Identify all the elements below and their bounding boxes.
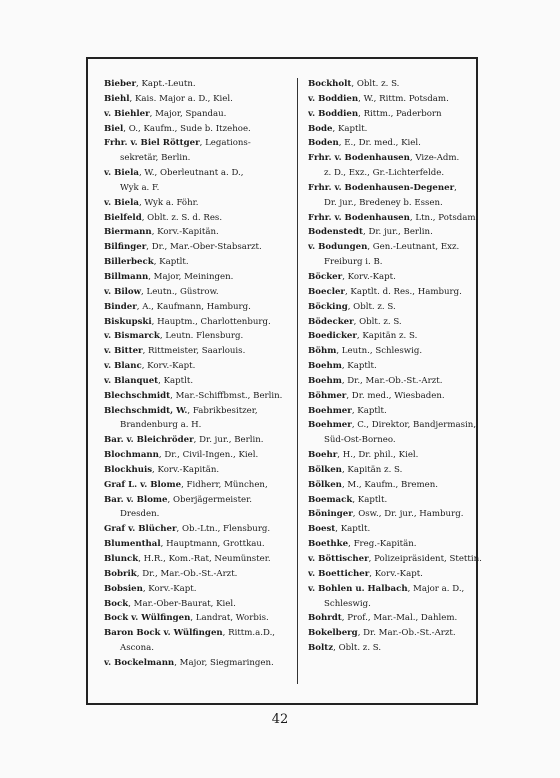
entry-details: Dr. jur., Bredeney b. Essen. <box>324 197 443 208</box>
entry-details: , Korv.-Kapitän. <box>151 227 219 238</box>
list-item <box>308 507 484 522</box>
entry-details: , Hauptm., Charlottenburg. <box>151 316 271 327</box>
entry-details: , Mar.-Ober-Baurat, Kiel. <box>128 598 236 609</box>
entry-details: , Rittmeister, Saarlouis. <box>142 346 246 357</box>
entry-details: , Vize-Adm. <box>409 153 460 164</box>
entry-name: Billmann <box>104 271 149 282</box>
entry-details: , Oberjägermeister. <box>167 494 253 505</box>
entry-name: Boedicker <box>308 331 357 342</box>
entry-details: , Kaptlt. <box>341 361 377 372</box>
entry-details: , Fidherr, München, <box>181 479 268 490</box>
entry-details: , Oblt. z. S. <box>353 316 402 327</box>
entry-details: , O., Kaufm., Sude b. Itzehoe. <box>123 123 251 134</box>
list-item <box>308 151 484 166</box>
list-item <box>104 225 304 240</box>
list-item <box>308 582 484 597</box>
entry-name: Frhr. v. Bodenhausen <box>308 212 410 223</box>
entry-details: , Leutn. Flensburg. <box>159 331 244 342</box>
entry-details: , Ob.-Ltn., Flensburg. <box>176 524 271 535</box>
entry-name: v. Biehler <box>104 108 150 119</box>
list-item <box>104 567 304 582</box>
list-item <box>104 463 304 478</box>
entry-details: , Major, Spandau. <box>149 108 227 119</box>
entry-name: Böninger <box>308 509 353 520</box>
entry-name: Bödecker <box>308 316 354 327</box>
list-item <box>104 181 304 196</box>
list-item <box>308 77 484 92</box>
page-number: 42 <box>271 712 289 727</box>
list-item <box>308 196 484 211</box>
list-item <box>308 567 484 582</box>
entry-details: , Gen.-Leutnant, Exz. <box>367 242 460 253</box>
list-item <box>308 404 484 419</box>
entry-details: , Major a. D., <box>407 583 465 594</box>
list-item <box>308 374 484 389</box>
list-item <box>104 211 304 226</box>
list-item <box>308 166 484 181</box>
list-item <box>308 552 484 567</box>
right-column <box>308 77 484 656</box>
entry-name: Bockholt <box>308 79 352 89</box>
list-item <box>104 300 304 315</box>
entry-details: , W., Rittm. Potsdam. <box>358 93 449 104</box>
entry-details: , Kaptlt. <box>158 375 194 386</box>
entry-details: , <box>454 182 457 193</box>
list-item <box>104 522 304 537</box>
list-item <box>308 315 484 330</box>
list-item <box>104 374 304 389</box>
entry-details: , Rittm.a.D., <box>222 628 276 639</box>
entry-details: , Osw., Dr. jur., Hamburg. <box>352 509 464 520</box>
list-item <box>104 611 304 626</box>
list-item <box>104 344 304 359</box>
entry-name: Blochmann <box>104 450 159 461</box>
list-item <box>308 285 484 300</box>
entry-name: Boehmer <box>308 405 352 416</box>
list-item <box>308 344 484 359</box>
list-item <box>308 211 484 226</box>
list-item <box>308 522 484 537</box>
entry-details: , Polizeipräsident, Stettin. <box>368 554 482 564</box>
entry-name: Boehm <box>308 375 342 386</box>
list-item <box>308 359 484 374</box>
list-item <box>308 448 484 463</box>
entry-details: Wyk a. F. <box>120 182 160 193</box>
entry-details: , Oblt. z. S. <box>333 643 382 654</box>
entry-name: Blechschmidt <box>104 390 171 401</box>
list-item <box>104 122 304 137</box>
entry-name: Böhmer <box>308 390 347 401</box>
entry-name: Frhr. v. Bodenhausen-Degener <box>308 182 455 193</box>
entry-name: v. Blanc <box>104 361 142 372</box>
list-item <box>308 181 484 196</box>
entry-details: , Dr. Mar.-Ob.-St.-Arzt. <box>357 628 456 639</box>
list-item <box>104 389 304 404</box>
list-item <box>308 389 484 404</box>
entry-name: Boecler <box>308 286 345 297</box>
entry-details: Süd-Ost-Borneo. <box>324 435 396 446</box>
entry-name: Graf L. v. Blome <box>104 479 182 490</box>
list-item <box>308 597 484 612</box>
entry-name: v. Bismarck <box>104 331 160 342</box>
entry-details: Dresden. <box>120 509 160 520</box>
entry-name: Bodenstedt <box>308 227 363 238</box>
entry-details: , C., Direktor, Bandjermasin, <box>351 420 477 431</box>
entry-details: sekretär, Berlin. <box>120 153 191 164</box>
entry-details: , W., Oberleutnant a. D., <box>138 168 244 179</box>
entry-name: Bohrdt <box>308 613 342 624</box>
entry-details: , Kaptlt. <box>351 405 387 416</box>
entry-name: Biehl <box>104 93 130 104</box>
entry-name: v. Boddien <box>308 93 359 104</box>
entry-details: , Dr. med., Wiesbaden. <box>346 390 445 401</box>
entry-details: , E., Dr. med., Kiel. <box>338 138 421 149</box>
entry-details: , M., Kaufm., Bremen. <box>341 479 439 490</box>
entry-name: Bokelberg <box>308 628 358 639</box>
list-item <box>308 255 484 270</box>
entry-name: Bobrik <box>104 568 137 579</box>
entry-name: v. Bohlen u. Halbach <box>308 583 408 594</box>
entry-name: Boehr <box>308 450 338 461</box>
list-item <box>104 537 304 552</box>
list-item <box>104 92 304 107</box>
entry-details: , Rittm., Paderborn <box>358 108 442 119</box>
list-item <box>308 463 484 478</box>
list-item <box>308 611 484 626</box>
entry-details: , Korv.-Kapt. <box>142 583 197 594</box>
list-item <box>104 507 304 522</box>
entry-name: Boden <box>308 138 339 149</box>
entry-details: , Dr. jur., Berlin. <box>193 435 264 446</box>
entry-name: Bar. v. Blome <box>104 494 168 505</box>
entry-details: Ascona. <box>120 643 154 654</box>
entry-name: Bock <box>104 598 129 609</box>
entry-details: , Kaptlt. d. Res., Hamburg. <box>344 286 462 297</box>
entry-name: Bar. v. Bleichröder <box>104 435 194 446</box>
entry-details: , Dr., Civil-Ingen., Kiel. <box>158 450 259 461</box>
list-item <box>104 255 304 270</box>
entry-name: Bölken <box>308 479 342 490</box>
entry-name: Bölken <box>308 464 342 475</box>
entry-details: , Kaptlt. <box>352 494 388 505</box>
entry-name: Böcking <box>308 301 348 312</box>
list-item <box>308 537 484 552</box>
entry-name: Blunck <box>104 554 139 564</box>
entry-name: Bobsien <box>104 583 143 594</box>
entry-details: , Kapitän z. S. <box>341 464 403 475</box>
entry-name: v. Biela <box>104 168 139 179</box>
list-item <box>104 240 304 255</box>
entry-details: , Prof., Mar.-Mal., Dahlem. <box>341 613 458 624</box>
entry-name: Boemack <box>308 494 353 505</box>
list-item <box>104 552 304 567</box>
entry-details: , Oblt. z. S. <box>347 301 396 312</box>
entry-name: Bilfinger <box>104 242 147 253</box>
entry-name: v. Böttischer <box>308 554 369 564</box>
entry-name: Boehmer <box>308 420 352 431</box>
entry-details: , Dr., Mar.-Ober-Stabsarzt. <box>146 242 262 253</box>
entry-details: , Fabrikbesitzer, <box>187 405 258 416</box>
entry-name: v. Blanquet <box>104 375 159 386</box>
list-item <box>104 270 304 285</box>
list-item <box>104 582 304 597</box>
list-item <box>308 122 484 137</box>
list-item <box>104 166 304 181</box>
entry-name: v. Bodungen <box>308 242 368 253</box>
list-item <box>308 300 484 315</box>
list-item <box>104 107 304 122</box>
entry-details: , A., Kaufmann, Hamburg. <box>136 301 251 312</box>
list-item <box>104 136 304 151</box>
list-item <box>308 433 484 448</box>
list-item <box>308 107 484 122</box>
entry-name: v. Biela <box>104 197 139 208</box>
entry-name: Boltz <box>308 643 334 654</box>
entry-name: Boehm <box>308 361 342 372</box>
entry-details: , Leutn., Güstrow. <box>141 286 219 297</box>
entry-details: , Leutn., Schleswig. <box>336 346 423 357</box>
entry-details: , Kaptlt. <box>335 524 371 535</box>
list-item <box>104 285 304 300</box>
entry-details: , Landrat, Worbis. <box>190 613 269 624</box>
entry-details: , Freg.-Kapitän. <box>348 539 417 550</box>
entry-details: , Major, Siegmaringen. <box>174 657 274 668</box>
entry-details: , Oblt. z. S. d. Res. <box>141 212 223 223</box>
list-item <box>104 641 304 656</box>
entry-details: , Dr., Mar.-Ob.-St.-Arzt. <box>136 568 238 579</box>
entry-details: , Dr., Mar.-Ob.-St.-Arzt. <box>341 375 443 386</box>
list-item <box>104 151 304 166</box>
list-item <box>308 641 484 656</box>
entry-name: Bock v. Wülfingen <box>104 613 191 624</box>
entry-details: , Korv.-Kapt. <box>369 568 423 579</box>
entry-details: , Legations- <box>199 138 251 149</box>
list-item <box>308 329 484 344</box>
list-item <box>308 240 484 255</box>
entry-name: Bieber <box>104 79 136 89</box>
entry-details: Schleswig. <box>324 598 371 609</box>
entry-name: Binder <box>104 301 137 312</box>
list-item <box>104 329 304 344</box>
entry-details: , Korv.-Kapt. <box>342 271 396 282</box>
entry-details: , Oblt. z. S. <box>351 79 400 89</box>
list-item <box>104 404 304 419</box>
list-item <box>308 270 484 285</box>
entry-name: v. Bitter <box>104 346 143 357</box>
entry-name: Frhr. v. Bodenhausen <box>308 153 410 164</box>
entry-details: , H., Dr. phil., Kiel. <box>337 450 419 461</box>
entry-name: Bode <box>308 123 333 134</box>
entry-name: v. Boddien <box>308 108 359 119</box>
entry-details: , Hauptmann, Grottkau. <box>160 539 265 550</box>
entry-name: Boest <box>308 524 336 535</box>
entry-details: Freiburg i. B. <box>324 257 383 268</box>
entry-details: , Kapt.-Leutn. <box>136 79 196 89</box>
entry-name: Bielfeld <box>104 212 142 223</box>
entry-name: Boethke <box>308 539 349 550</box>
entry-details: , Wyk a. Föhr. <box>138 197 199 208</box>
entry-details: , Major, Meiningen. <box>148 271 234 282</box>
entry-name: Biermann <box>104 227 152 238</box>
entry-name: Biel <box>104 123 124 134</box>
list-item <box>104 656 304 671</box>
entry-name: Billerbeck <box>104 257 154 268</box>
entry-name: Baron Bock v. Wülfingen <box>104 628 223 639</box>
list-item <box>104 597 304 612</box>
list-item <box>104 626 304 641</box>
list-item <box>308 493 484 508</box>
list-item <box>308 225 484 240</box>
entry-details: , Korv.-Kapt. <box>141 361 196 372</box>
entry-details: , Mar.-Schiffbmst., Berlin. <box>170 390 283 401</box>
entry-details: , Kapitän z. S. <box>356 331 418 342</box>
list-item <box>308 136 484 151</box>
entry-details: , H.R., Kom.-Rat, Neumünster. <box>138 554 271 564</box>
list-item <box>104 418 304 433</box>
entry-name: Böcker <box>308 271 343 282</box>
entry-details: , Ltn., Potsdam. <box>409 212 479 223</box>
left-column <box>104 77 304 671</box>
entry-name: v. Bilow <box>104 286 142 297</box>
entry-name: Böhm <box>308 346 337 357</box>
list-item <box>308 626 484 641</box>
list-item <box>104 433 304 448</box>
entry-details: , Kaptlt. <box>153 257 189 268</box>
entry-name: Biskupski <box>104 316 152 327</box>
list-item <box>308 92 484 107</box>
entry-name: Frhr. v. Biel Röttger <box>104 138 200 149</box>
list-item <box>104 448 304 463</box>
entry-details: , Korv.-Kapitän. <box>152 464 220 475</box>
list-item <box>104 359 304 374</box>
list-item <box>308 418 484 433</box>
list-item <box>104 315 304 330</box>
entry-name: Blockhuis <box>104 464 153 475</box>
entry-name: Blumenthal <box>104 539 161 550</box>
entry-name: Blechschmidt, W. <box>104 405 188 416</box>
entry-details: z. D., Exz., Gr.-Lichterfelde. <box>324 168 445 179</box>
entry-name: Graf v. Blücher <box>104 524 177 535</box>
list-item <box>104 478 304 493</box>
entry-name: v. Boetticher <box>308 568 370 579</box>
entry-details: Brandenburg a. H. <box>120 420 202 431</box>
list-item <box>308 478 484 493</box>
entry-name: v. Bockelmann <box>104 657 175 668</box>
list-item <box>104 77 304 92</box>
list-item <box>104 196 304 211</box>
list-item <box>104 493 304 508</box>
entry-details: , Kais. Major a. D., Kiel. <box>129 93 233 104</box>
entry-details: , Kaptlt. <box>332 123 368 134</box>
entry-details: , Dr. jur., Berlin. <box>362 227 433 238</box>
